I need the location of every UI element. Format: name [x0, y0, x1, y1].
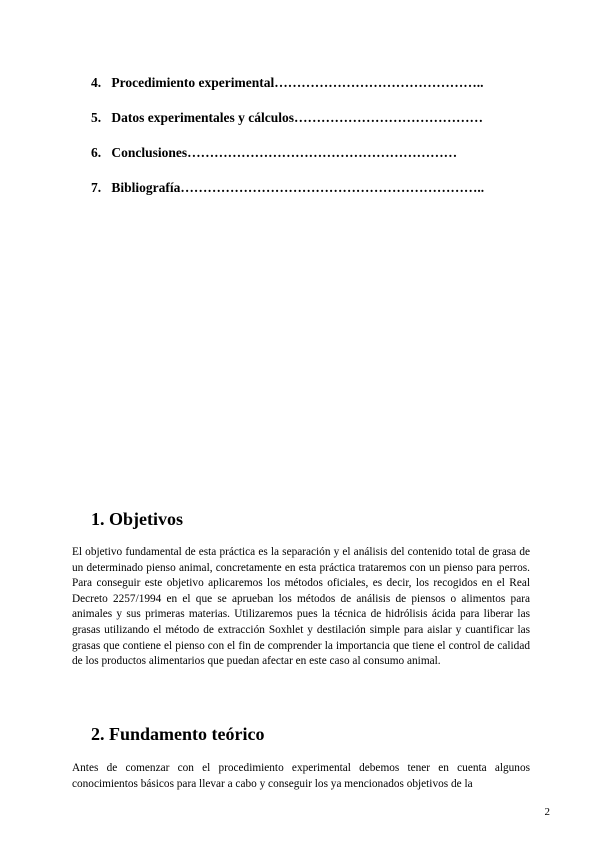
toc-item-text: Bibliografía…………………………………………………………..: [111, 180, 485, 195]
section-heading-objetivos: 1. Objetivos: [91, 509, 183, 529]
toc-item-text: Datos experimentales y cálculos……………………………………: [111, 110, 483, 125]
table-of-contents: [91, 74, 531, 214]
toc-item-number: 4.: [91, 75, 102, 90]
toc-item[interactable]: [91, 179, 531, 214]
toc-item[interactable]: [91, 74, 531, 109]
section-body-objetivos: El objetivo fundamental de esta práctica es la separación y el análisis del contenido total de grasa de un determinado pienso animal, concretamente en esta práctica trataremos con un pienso para perros. Para conseguir este objetivo aplicaremos los métodos oficiales, es decir, los recogidos en el Real Decreto 2257/1994 en el que se aprueban los métodos de análisis de piensos o alimentos para animales y sus primeras materias. Utilizaremos pues la técnica de hidrólisis ácida para liberar las grasas utilizando el método de extracción Soxhlet y destilación simple para aislar y cuantificar las grasas que contiene el pienso con el fin de comprender la importancia que tiene el control de calidad de los productos alimentarios que puedan afectar en este caso al consumo animal.: [72, 546, 530, 668]
toc-item[interactable]: [91, 144, 531, 179]
toc-item-number: 6.: [91, 145, 102, 160]
toc-item[interactable]: [91, 109, 531, 144]
section-body-fundamento: Antes de comenzar con el procedimiento experimental debemos tener en cuenta algunos conocimientos básicos para llevar a cabo y conseguir los ya mencionados objetivos de la: [72, 762, 530, 790]
toc-item-text: Conclusiones……………………………………………………: [111, 145, 458, 160]
page-number: 2: [544, 806, 550, 818]
section-heading-fundamento: 2. Fundamento teórico: [91, 724, 265, 744]
toc-item-number: 7.: [91, 180, 102, 195]
toc-item-number: 5.: [91, 110, 102, 125]
toc-item-text: Procedimiento experimental………………………………………..: [111, 75, 484, 90]
